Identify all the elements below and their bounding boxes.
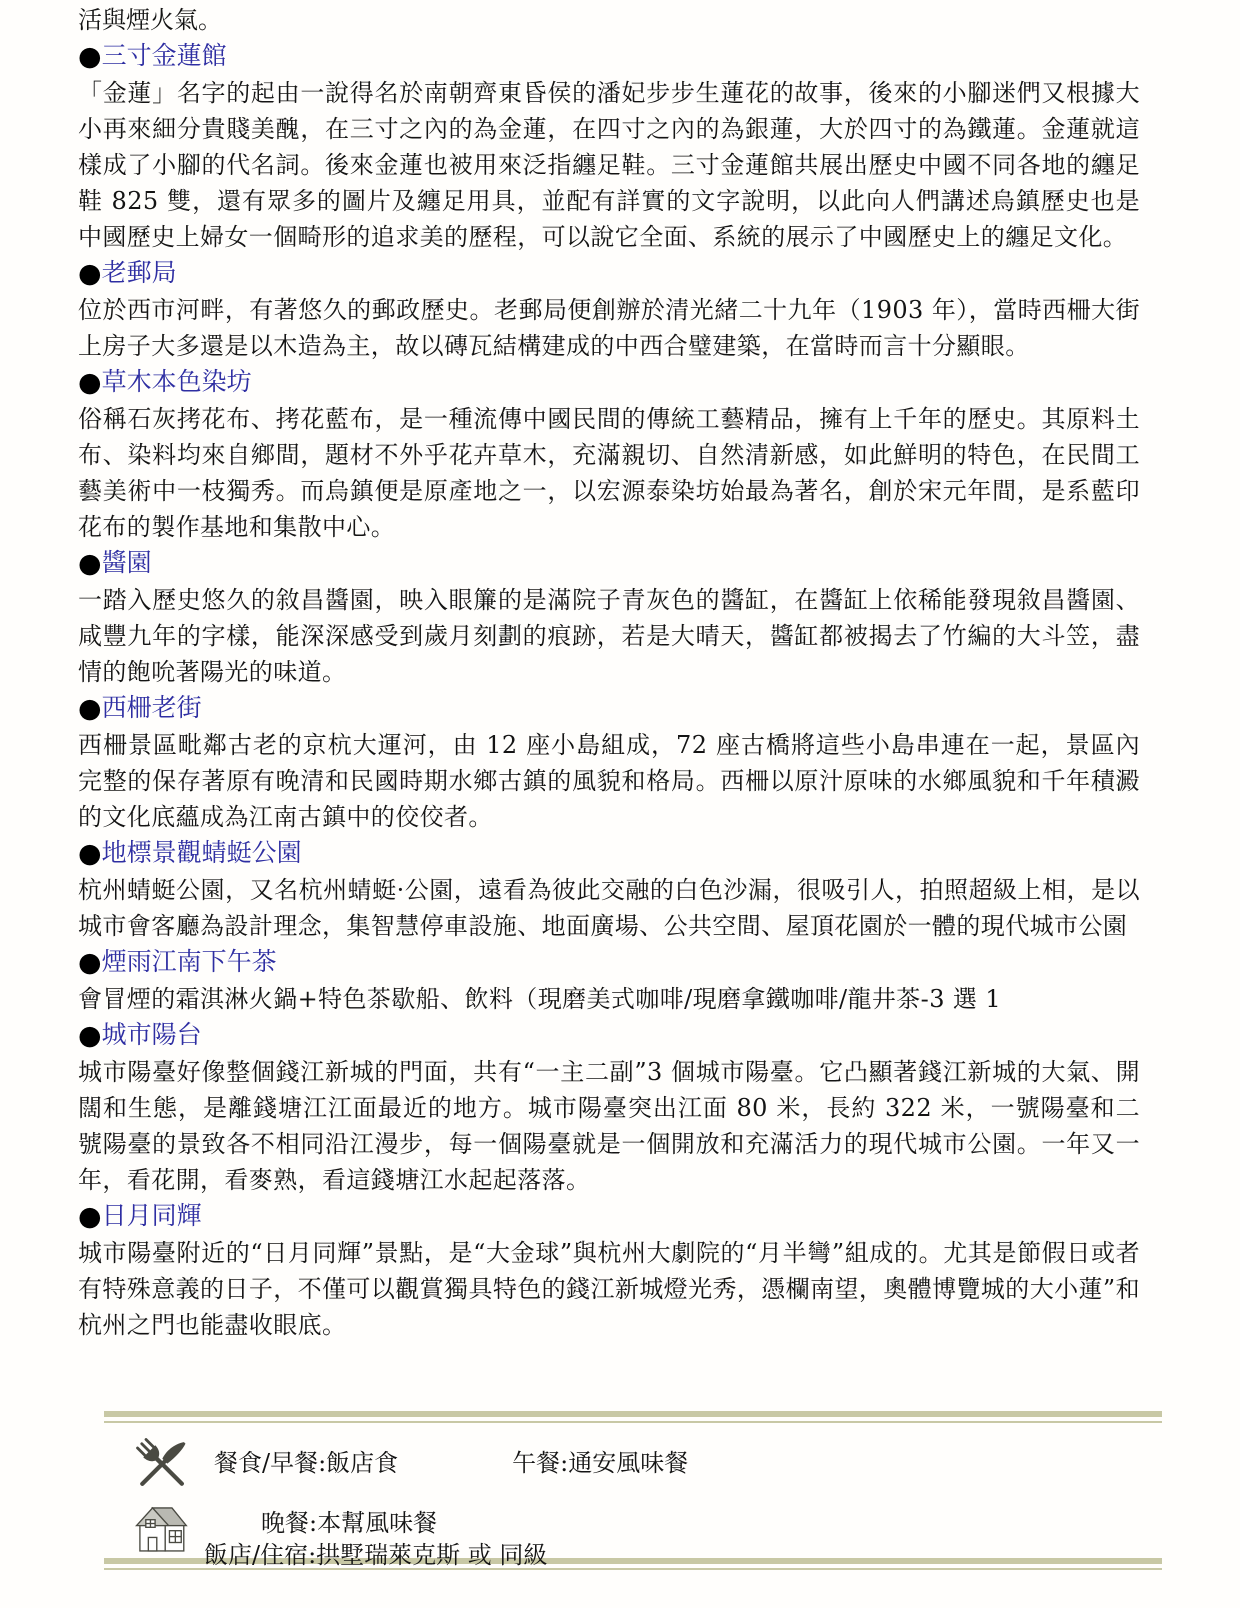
section-header [78, 690, 1140, 727]
intro-line: 活與煙火氣。 [78, 6, 222, 34]
section-title: 地標景觀蜻蜓公園 [101, 838, 302, 867]
bullet-icon: ● [78, 258, 102, 289]
bullet-icon: ● [78, 1020, 102, 1051]
section-title: 西柵老街 [101, 693, 202, 722]
dinner-label: 晚餐:本幫風味餐 [261, 1509, 438, 1537]
section-header [78, 1198, 1140, 1235]
dinner-row [261, 1503, 437, 1538]
bullet-icon: ● [78, 367, 102, 398]
bullet-icon: ● [78, 1201, 102, 1232]
section-title: 三寸金蓮館 [101, 41, 227, 70]
bullet-icon: ● [78, 548, 102, 579]
section-title: 老郵局 [101, 258, 177, 287]
bullet-icon: ● [78, 693, 102, 724]
document-content [78, 2, 1140, 1343]
section-header [78, 1017, 1140, 1054]
section-header [78, 255, 1140, 292]
section-title: 城市陽台 [101, 1020, 202, 1049]
bullet-icon: ● [78, 41, 102, 72]
section-yanyu-jiangnan-xiawucha [78, 944, 1140, 1017]
divider-top-thick [104, 1411, 1162, 1417]
bullet-icon: ● [78, 947, 102, 978]
house-icon [134, 1501, 188, 1557]
section-title: 醬園 [101, 548, 152, 577]
section-lao-youju [78, 255, 1140, 364]
section-paragraph: 杭州蜻蜓公園，又名杭州蜻蜓·公園，遠看為彼此交融的白色沙漏，很吸引人，拍照超級上相，是以城市會客廳為設計理念，集智慧停車設施、地面廣場、公共空間、屋頂花園於一體的現代城市公園 [78, 876, 1140, 940]
section-paragraph: 「金蓮」名字的起由一說得名於南朝齊東昏侯的潘妃步步生蓮花的故事，後來的小腳迷們又根據大小再來細分貴賤美醜，在三寸之內的為金蓮，在四寸之內的為銀蓮，大於四寸的為鐵蓮。金蓮就這樣成了小腳的代名詞。後來金蓮也被用來泛指纏足鞋。三寸金蓮館共展出歷史中國不同各地的纏足鞋 825 雙，還有眾多的圖片及纏足用具，並配有詳實的文字說明，以此向人們講述烏鎮歷史也是中國歷史上婦女一個畸形的追求美的歷程，可以說它全面、系統的展示了中國歷史上的纏足文化。 [78, 79, 1140, 251]
section-title: 日月同輝 [101, 1201, 202, 1230]
section-header [78, 944, 1140, 981]
breakfast-label: 餐食/早餐:飯店食 [214, 1449, 399, 1477]
section-chengshi-yangtai [78, 1017, 1140, 1198]
section-paragraph: 城市陽臺好像整個錢江新城的門面，共有“一主二副”3 個城市陽臺。它凸顯著錢江新城的大氣、開闊和生態，是離錢塘江江面最近的地方。城市陽臺突出江面 80 米，長約 322 米，一號陽臺和二號陽臺的景致各不相同沿江漫步，每一個陽臺就是一個開放和充滿活力的現代城市公園。一年又一年，看花開，看麥熟，看這錢塘江水起起落落。 [78, 1058, 1140, 1194]
section-paragraph: 一踏入歷史悠久的敘昌醬園，映入眼簾的是滿院子青灰色的醬缸，在醬缸上依稀能發現敘昌醬園、咸豐九年的字樣，能深深感受到歲月刻劃的痕跡，若是大晴天，醬缸都被揭去了竹編的大斗笠，盡情的飽吮著陽光的味道。 [78, 586, 1140, 686]
section-paragraph: 西柵景區毗鄰古老的京杭大運河，由 12 座小島組成，72 座古橋將這些小島串連在一起，景區內完整的保存著原有晚清和民國時期水鄉古鎮的風貌和格局。西柵以原汁原味的水鄉風貌和千年積澱的文化底蘊成為江南古鎮中的佼佼者。 [78, 731, 1140, 831]
section-qingting-gongyuan [78, 835, 1140, 944]
hotel-row [204, 1535, 547, 1570]
hotel-label: 飯店/住宿:拱墅瑞萊克斯 或 同級 [204, 1541, 548, 1569]
section-jiangyuan [78, 545, 1140, 690]
section-paragraph: 會冒煙的霜淇淋火鍋+特色茶歇船、飲料（現磨美式咖啡/現磨拿鐵咖啡/龍井茶-3 選 1 [78, 985, 1001, 1013]
section-xizha-laojie [78, 690, 1140, 835]
section-paragraph: 位於西市河畔，有著悠久的郵政歷史。老郵局便創辦於清光緒二十九年（1903 年），當時西柵大街上房子大多還是以木造為主，故以磚瓦結構建成的中西合璧建築，在當時而言十分顯眼。 [78, 296, 1140, 360]
section-title: 煙雨江南下午茶 [101, 947, 277, 976]
section-header [78, 364, 1140, 401]
section-paragraph: 城市陽臺附近的“日月同輝”景點，是“大金球”與杭州大劇院的“月半彎”組成的。尤其是節假日或者有特殊意義的日子，不僅可以觀賞獨具特色的錢江新城燈光秀，憑欄南望，奧體博覽城的大小蓮”和杭州之門也能盡收眼底。 [78, 1239, 1140, 1339]
bullet-icon: ● [78, 838, 102, 869]
section-header [78, 545, 1140, 582]
lunch-label: 午餐:通安風味餐 [512, 1449, 689, 1477]
section-header [78, 38, 1140, 75]
meals-row [214, 1443, 688, 1478]
section-riyue-tonghui [78, 1198, 1140, 1343]
section-sancun-jinlian [78, 38, 1140, 255]
fork-knife-icon [130, 1431, 194, 1497]
section-paragraph: 俗稱石灰拷花布、拷花藍布，是一種流傳中國民間的傳統工藝精品，擁有上千年的歷史。其原料土布、染料均來自鄉間，題材不外乎花卉草木，充滿親切、自然清新感，如此鮮明的特色，在民間工藝美術中一枝獨秀。而烏鎮便是原產地之一，以宏源泰染坊始最為著名，創於宋元年間，是系藍印花布的製作基地和集散中心。 [78, 405, 1140, 541]
section-header [78, 835, 1140, 872]
itinerary-footer [104, 1411, 1162, 1570]
footer-body [104, 1423, 1162, 1569]
section-caomu-bense-ranfang [78, 364, 1140, 545]
section-title: 草木本色染坊 [101, 367, 252, 396]
